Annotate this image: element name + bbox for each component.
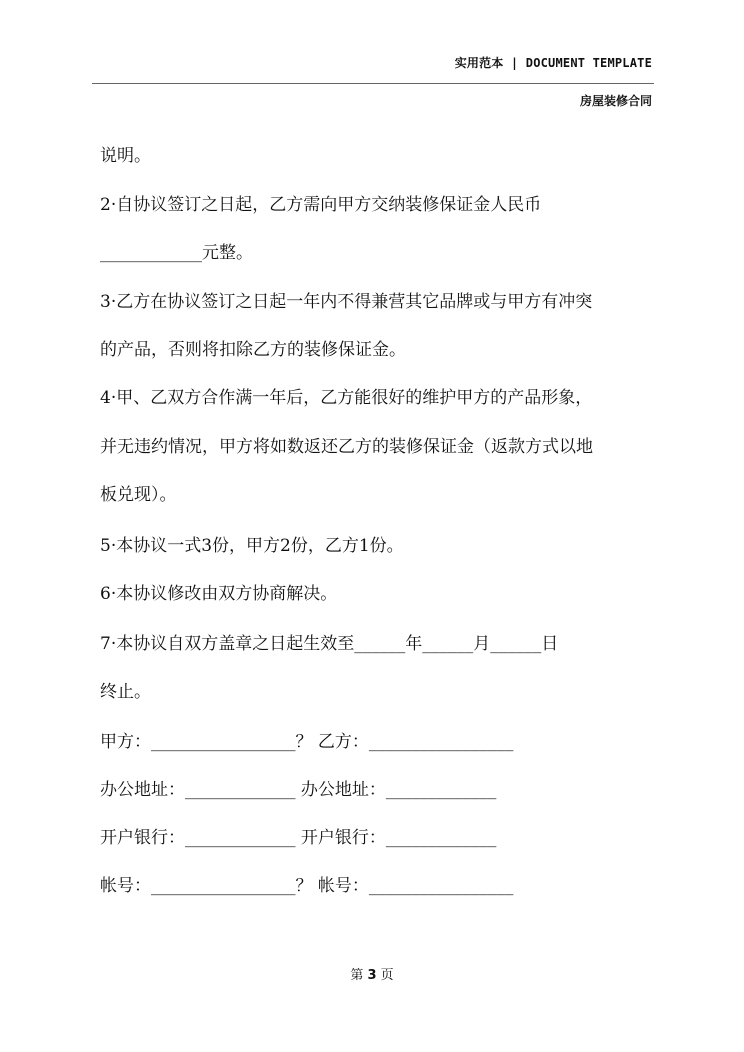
text-line: 2·自协议签订之日起，乙方需向甲方交纳装修保证金人民币 (100, 195, 542, 215)
header-category: 实用范本 | DOCUMENT TEMPLATE (454, 56, 652, 70)
signature-line: 甲方：_________________？ 乙方：_________________ (100, 732, 514, 752)
footer-suffix: 页 (380, 968, 394, 983)
signature-line: 开户银行：_____________ 开户银行：_____________ (100, 828, 497, 848)
text-line: 说明。 (100, 146, 151, 166)
text-line: 7·本协议自双方盖章之日起生效至______年______月______日 (100, 634, 559, 654)
text-line: 4·甲、乙双方合作满一年后，乙方能很好的维护甲方的产品形象， (100, 388, 593, 408)
footer-prefix: 第 (350, 968, 364, 983)
text-line: 板兑现）。 (100, 485, 177, 505)
text-line: 并无违约情况，甲方将如数返还乙方的装修保证金（返款方式以地 (100, 437, 593, 457)
text-line: ____________元整。 (100, 243, 253, 263)
header-divider (92, 83, 654, 84)
text-line: 终止。 (100, 682, 151, 702)
page-number: 3 (367, 968, 377, 983)
page-footer (0, 964, 744, 983)
text-line: 5·本协议一式3份，甲方2份，乙方1份。 (100, 536, 404, 556)
header-doc-title: 房屋装修合同 (579, 94, 652, 108)
text-line: 的产品，否则将扣除乙方的装修保证金。 (100, 340, 406, 360)
signature-line: 帐号：_________________？ 帐号：_________________ (100, 876, 514, 896)
signature-line: 办公地址：_____________ 办公地址：_____________ (100, 780, 497, 800)
text-line: 6·本协议修改由双方协商解决。 (100, 584, 338, 604)
text-line: 3·乙方在协议签订之日起一年内不得兼营其它品牌或与甲方有冲突 (100, 292, 593, 312)
